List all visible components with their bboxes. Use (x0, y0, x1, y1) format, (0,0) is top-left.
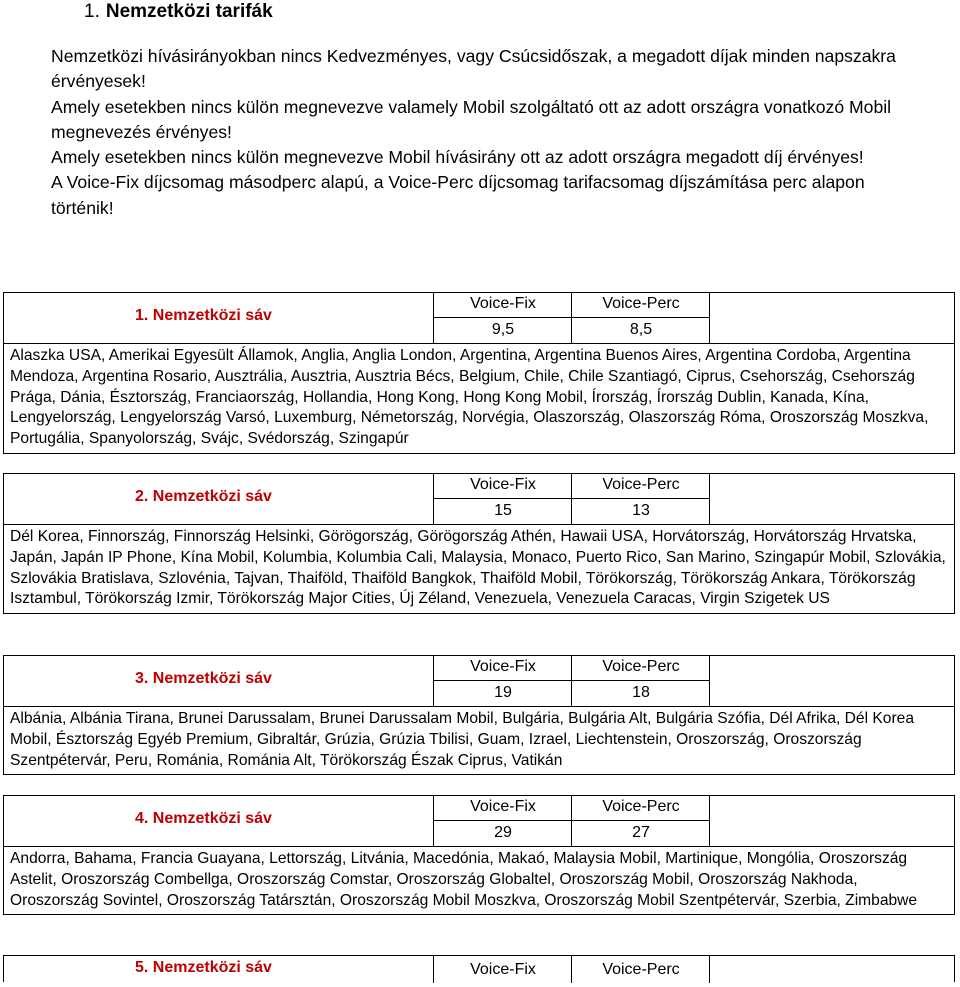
header-divider (434, 680, 710, 681)
header-divider (434, 317, 710, 318)
country-list: Dél Korea, Finnország, Finnország Helsinki, Görögország, Görögország Athén, Hawaii USA, Horvátország, Horvátország Hrvatska, Japán, Japán IP Phone, Kína Mobil, Kolumbia, Kolumbia Cali, Malaysia, Monaco, Puerto Rico, San Marino, Szingapúr Mobil, Szlovákia, Szlovákia Bratislava, Szlovénia, Tajvan, Thaiföld, Thaiföld Bangkok, Thaiföld Mobil, Törökország, Törökország Ankara, Törökország Isztambul, Törökország Izmir, Törökország Major Cities, Új Zéland, Venezuela, Venezuela Caracas, Virgin Szigetek US (4, 524, 954, 613)
section-number: 1. (84, 1, 100, 22)
voice-fix-price: 29 (494, 824, 512, 841)
intro-text (51, 44, 931, 221)
intro-paragraph: Amely esetekben nincs külön megnevezve Mobil hívásirány ott az adott országra megadott díj érvényes! (51, 147, 864, 168)
voice-fix-header: Voice-Fix (470, 961, 536, 978)
voice-fix-header: Voice-Fix (470, 476, 536, 493)
header-divider (434, 498, 710, 499)
voice-perc-header: Voice-Perc (602, 295, 680, 312)
zone-header (4, 474, 954, 524)
zone-header (4, 796, 954, 846)
voice-perc-price: 8,5 (629, 321, 653, 338)
voice-perc-header: Voice-Perc (602, 658, 680, 675)
voice-fix-price: 19 (494, 684, 512, 701)
zone-2-table (3, 473, 955, 614)
voice-perc-price: 13 (632, 502, 650, 519)
country-list: Andorra, Bahama, Francia Guayana, Lettország, Litvánia, Macedónia, Makaó, Malaysia Mobil, Martinique, Mongólia, Oroszország Astelit, Oroszország Combellga, Oroszország Comstar, Oroszország Globaltel, Oroszország Mobil, Oroszország Nakhoda, Oroszország Sovintel, Oroszország Tatársztán, Oroszország Mobil Moszkva, Oroszország Mobil Szentpétervár, Szerbia, Zimbabwe (4, 846, 954, 914)
voice-perc-header: Voice-Perc (602, 476, 680, 493)
zone-header (4, 656, 954, 706)
voice-perc-price: 27 (632, 824, 650, 841)
intro-paragraph: Nemzetközi hívásirányokban nincs Kedvezményes, vagy Csúcsidőszak, a megadott díjak minden napszakra érvényesek! (51, 46, 896, 92)
voice-fix-price: 9,5 (491, 321, 515, 338)
voice-perc-price: 18 (632, 684, 650, 701)
header-divider (434, 820, 710, 821)
zone-header (4, 293, 954, 343)
section-title: Nemzetközi tarifák (105, 1, 273, 22)
voice-fix-header: Voice-Fix (470, 658, 536, 675)
voice-fix-price: 15 (494, 502, 512, 519)
zone-3-table (3, 655, 955, 775)
intro-paragraph: Amely esetekben nincs külön megnevezve valamely Mobil szolgáltató ott az adott országra vonatkozó Mobil megnevezés érvényes! (51, 96, 892, 142)
intro-paragraph: A Voice-Fix díjcsomag másodperc alapú, a Voice-Perc díjcsomag tarifacsomag díjszámítása perc alapon történik! (51, 172, 865, 218)
voice-perc-header: Voice-Perc (602, 798, 680, 815)
column-divider (709, 956, 710, 983)
voice-fix-header: Voice-Fix (470, 295, 536, 312)
country-list: Alaszka USA, Amerikai Egyesült Államok, Anglia, Anglia London, Argentina, Argentina Buenos Aires, Argentina Cordoba, Argentina Mendoza, Argentina Rosario, Ausztrália, Ausztria, Ausztria Bécs, Belgium, Chile, Chile Szantiagó, Ciprus, Csehország, Csehország Prága, Dánia, Észtország, Franciaország, Hollandia, Hong Kong, Hong Kong Mobil, Írország, Írország Dublin, Kanada, Kína, Lengyelország, Lengyelország Varsó, Luxemburg, Németország, Norvégia, Olaszország, Olaszország Róma, Oroszország Moszkva, Portugália, Spanyolország, Svájc, Svédország, Szingapúr (4, 343, 954, 453)
voice-perc-header: Voice-Perc (602, 961, 680, 978)
zone-4-table (3, 795, 955, 915)
zone-name: 1. Nemzetközi sáv (135, 307, 272, 324)
zone-header (4, 956, 954, 987)
zone-5-table (3, 955, 955, 982)
voice-fix-header: Voice-Fix (470, 798, 536, 815)
zone-1-table (3, 292, 955, 454)
zone-name: 5. Nemzetközi sáv (135, 959, 272, 976)
zone-name: 3. Nemzetközi sáv (135, 670, 272, 687)
zone-name: 4. Nemzetközi sáv (135, 810, 272, 827)
country-list: Albánia, Albánia Tirana, Brunei Darussalam, Brunei Darussalam Mobil, Bulgária, Bulgária Alt, Bulgária Szófia, Dél Afrika, Dél Korea Mobil, Észtország Egyéb Premium, Gibraltár, Grúzia, Grúzia Tbilisi, Guam, Izrael, Liechtenstein, Oroszország, Oroszország Szentpétervár, Peru, Románia, Románia Alt, Törökország Észak Ciprus, Vatikán (4, 706, 954, 774)
section-heading (84, 0, 273, 24)
zone-name: 2. Nemzetközi sáv (135, 488, 272, 505)
column-divider (433, 956, 434, 983)
column-divider (571, 956, 572, 983)
